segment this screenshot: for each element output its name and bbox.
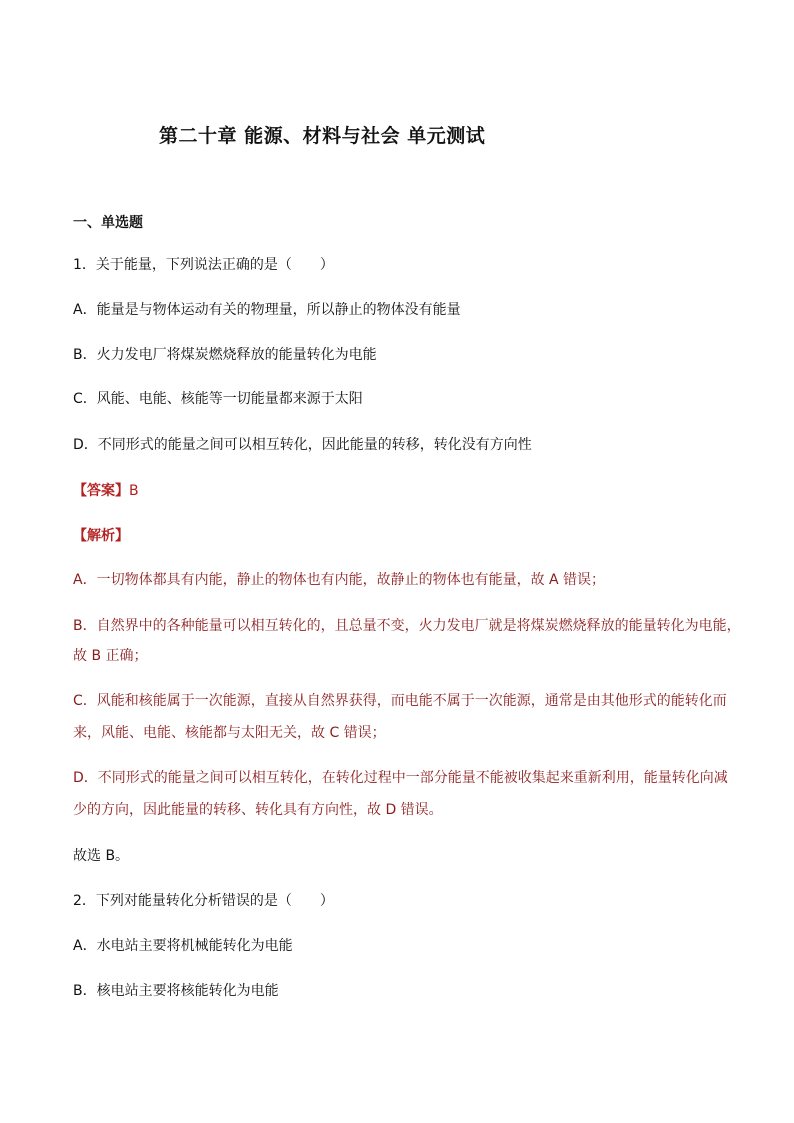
question1-option-c: C．风能、电能、核能等一切能量都来源于太阳 bbox=[73, 391, 363, 407]
section-heading: 一、单选题 bbox=[73, 215, 143, 231]
question1-option-a: A．能量是与物体运动有关的物理量，所以静止的物体没有能量 bbox=[73, 302, 461, 318]
analysis-line-b1: B．自然界中的各种能量可以相互转化的，且总量不变，火力发电厂就是将煤炭燃烧释放的能量转化为电能， bbox=[73, 618, 741, 634]
answer-label: 【答案】 bbox=[73, 483, 129, 499]
answer-value: B bbox=[129, 483, 139, 499]
analysis-label: 【解析】 bbox=[73, 528, 129, 544]
analysis-line-c2: 来，风能、电能、核能都与太阳无关，故 C 错误； bbox=[73, 725, 386, 741]
answer-line bbox=[73, 481, 139, 501]
question1-stem: 1．关于能量，下列说法正确的是（ ） bbox=[73, 257, 334, 273]
page-title: 第二十章 能源、材料与社会 单元测试 bbox=[159, 125, 486, 147]
analysis-line-d2: 少的方向，因此能量的转移、转化具有方向性，故 D 错误。 bbox=[73, 802, 443, 818]
analysis-line-b2: 故 B 正确； bbox=[73, 648, 148, 664]
question2-option-a: A．水电站主要将机械能转化为电能 bbox=[73, 938, 293, 954]
analysis-line-c1: C．风能和核能属于一次能源，直接从自然界获得，而电能不属于一次能源，通常是由其他形式的能转化而 bbox=[73, 693, 727, 709]
analysis-label-line bbox=[73, 526, 129, 546]
question2-option-b: B．核电站主要将核能转化为电能 bbox=[73, 983, 279, 999]
conclusion-line: 故选 B。 bbox=[73, 848, 130, 864]
question1-option-b: B．火力发电厂将煤炭燃烧释放的能量转化为电能 bbox=[73, 347, 377, 363]
analysis-line-d1: D．不同形式的能量之间可以相互转化，在转化过程中一部分能量不能被收集起来重新利用，能量转化向减 bbox=[73, 770, 728, 786]
question2-stem: 2．下列对能量转化分析错误的是（ ） bbox=[73, 893, 334, 909]
analysis-line-a: A．一切物体都具有内能，静止的物体也有内能，故静止的物体也有能量，故 A 错误； bbox=[73, 572, 606, 588]
question1-option-d: D．不同形式的能量之间可以相互转化，因此能量的转移，转化没有方向性 bbox=[73, 437, 532, 453]
